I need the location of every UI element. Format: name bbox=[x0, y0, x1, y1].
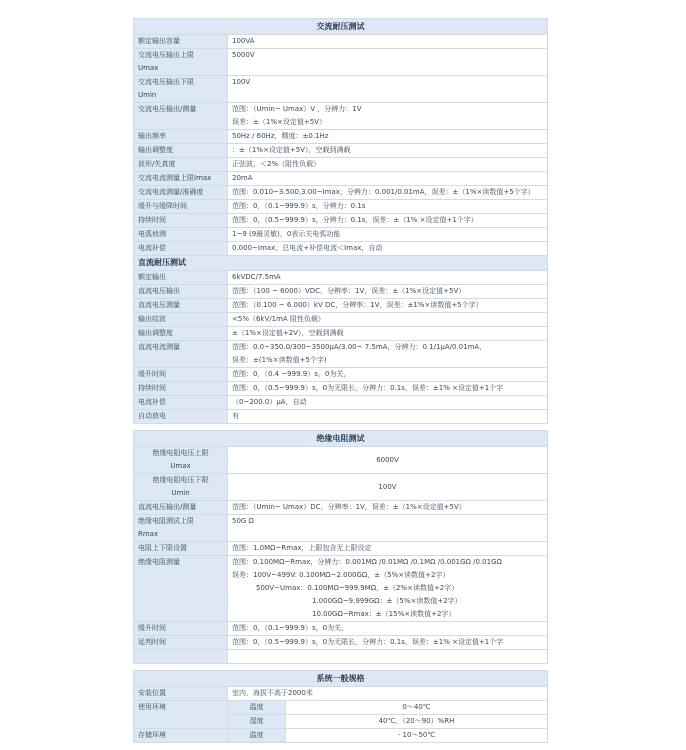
dc-title: 直流耐压测试 bbox=[134, 256, 548, 271]
dc-row bbox=[134, 368, 548, 382]
env-hum-value: 40℃，（20～90）%RH bbox=[286, 715, 548, 729]
dc-row-value bbox=[228, 396, 548, 410]
ir-umax-label: 绝缘电阻电压上限 Umax bbox=[134, 447, 228, 474]
spec-table bbox=[133, 18, 548, 743]
ac-row-value bbox=[228, 158, 548, 172]
ac-row bbox=[134, 35, 548, 49]
dc-row-value bbox=[228, 368, 548, 382]
ac-row-value bbox=[228, 35, 548, 49]
ac-row-value-line: 范围：（Umin~ Umax）V ，分辨力：1V bbox=[232, 105, 362, 113]
ac-row-value bbox=[228, 242, 548, 256]
ac-row-value-line: 0.000~Imax，总电流+补偿电流＜Imax，自动 bbox=[232, 244, 383, 252]
ac-row-value-line: 5000V bbox=[232, 51, 255, 59]
ac-row bbox=[134, 214, 548, 228]
env-hum-label: 湿度 bbox=[228, 715, 286, 729]
env-temp-label: 温度 bbox=[228, 701, 286, 715]
ir-section bbox=[134, 424, 548, 664]
dc-row bbox=[134, 299, 548, 313]
ac-row-label: 持续时间 bbox=[134, 214, 228, 228]
ac-row-value bbox=[228, 228, 548, 242]
storage-temp-value: - 10～50℃ bbox=[286, 729, 548, 743]
dc-row bbox=[134, 327, 548, 341]
ac-row-label: 电弧侦测 bbox=[134, 228, 228, 242]
dc-row-value-line: 范围：0，（0.4 ~999.9）s，0为关， bbox=[232, 370, 351, 378]
ir-umin-label: 绝缘电阻电压下限 Umin bbox=[134, 474, 228, 501]
ir-measure-line: 500V~Umax：0.100MΩ~999.9MΩ，±（2%×读数值+2字） bbox=[256, 584, 459, 592]
dc-row-value-line: 6kVDC/7.5mA bbox=[232, 273, 281, 281]
ac-row-value-line: 正弦波，＜2%（阻性负载） bbox=[232, 160, 321, 168]
ac-row bbox=[134, 158, 548, 172]
dc-row-value-line: <5%（6kV/1mA 阻性负载） bbox=[232, 315, 325, 323]
dc-row-value bbox=[228, 271, 548, 285]
dc-row-value bbox=[228, 410, 548, 424]
ir-delay-value: 范围：0，（0.5~999.9）s，0为无限长，分辨力：0.1s，误差：±1% ×设定值+1个字 bbox=[228, 636, 548, 650]
dc-row-value-line: 有 bbox=[232, 412, 239, 420]
ac-row bbox=[134, 49, 548, 76]
ir-measure-value bbox=[228, 556, 548, 622]
ir-dc-output-label: 直流电压输出/测量 bbox=[134, 501, 228, 515]
ac-row-value-line: ：±（1%×设定值+5V），空载到满载 bbox=[232, 146, 351, 154]
ac-row-label: 波形/失真度 bbox=[134, 158, 228, 172]
dc-row-label: 输出调整度 bbox=[134, 327, 228, 341]
dc-row-label: 电流补偿 bbox=[134, 396, 228, 410]
ac-row-label: 交流电压输出/测量 bbox=[134, 103, 228, 130]
ac-section bbox=[134, 19, 548, 256]
dc-row bbox=[134, 341, 548, 368]
ac-row-label: 额定输出容量 bbox=[134, 35, 228, 49]
ir-rmax-value: 50G Ω bbox=[228, 515, 548, 542]
ac-row bbox=[134, 103, 548, 130]
spec-sheet bbox=[133, 18, 548, 743]
ac-row bbox=[134, 200, 548, 214]
dc-row-label: 缓升时间 bbox=[134, 368, 228, 382]
env-label: 使用环境 bbox=[134, 701, 228, 729]
ac-row-value bbox=[228, 49, 548, 76]
ac-row-label: 电流补偿 bbox=[134, 242, 228, 256]
ir-delay-label: 延判时间 bbox=[134, 636, 228, 650]
ir-measure-line: 误差：100V~499V: 0.100MΩ~2.000GΩ，±（5%×读数值+2字） bbox=[232, 571, 450, 579]
ac-row bbox=[134, 76, 548, 103]
ac-row-label: 交流电流测量上限Imax bbox=[134, 172, 228, 186]
dc-row-value bbox=[228, 299, 548, 313]
dc-row bbox=[134, 396, 548, 410]
dc-row-value-line: 范围：0，（0.5~999.9）s，0为无限长，分辨力：0.1s，误差：±1% ×设定值+1个字 bbox=[232, 384, 504, 392]
ac-row-value-line: 误差：±（1%×设定值+5V） bbox=[232, 118, 326, 126]
ir-umin-value: 100V bbox=[228, 474, 548, 501]
storage-temp-label: 温度 bbox=[228, 729, 286, 743]
ir-title: 绝缘电阻测试 bbox=[134, 431, 548, 447]
dc-row-value bbox=[228, 313, 548, 327]
ac-row-label: 输出频率 bbox=[134, 130, 228, 144]
ac-row-value bbox=[228, 214, 548, 228]
dc-row-label: 额定输出 bbox=[134, 271, 228, 285]
ac-row bbox=[134, 172, 548, 186]
dc-row bbox=[134, 410, 548, 424]
storage-label: 存储环境 bbox=[134, 729, 228, 743]
ac-row-value-line: 范围：0.010~3.500,3.00~Imax，分辨力：0.001/0.01mA，误差：±（1%×读数值+5个字） bbox=[232, 188, 535, 196]
ac-row-value bbox=[228, 130, 548, 144]
ac-row-label: 交流电流测量/准确度 bbox=[134, 186, 228, 200]
ac-row-label: 输出调整度 bbox=[134, 144, 228, 158]
ir-rmax-label: 绝缘电阻测试上限 Rmax bbox=[134, 515, 228, 542]
ir-measure-line: 10.00GΩ~Rmax：±（15%×读数值+2字） bbox=[312, 610, 456, 618]
ir-dc-output-value: 范围：（Umin~ Umax）DC，分辨率：1V，误差：±（1%×设定值+5V） bbox=[228, 501, 548, 515]
ac-row-value bbox=[228, 172, 548, 186]
ac-row bbox=[134, 144, 548, 158]
ir-ramp-label: 缓升时间 bbox=[134, 622, 228, 636]
install-value: 室内，海拔不高于2000米 bbox=[228, 687, 548, 701]
ir-measure-line: 1.000GΩ~9.999GΩ：±（5%×读数值+2字） bbox=[312, 597, 462, 605]
dc-row-label: 直流电流测量 bbox=[134, 341, 228, 368]
dc-row-value-line: 范围：（100 ~ 6000）VDC，分辨率：1V，误差：±（1%×设定值+5V） bbox=[232, 287, 466, 295]
ir-measure-line: 范围：0.100MΩ~Rmax，分辨力：0.001MΩ /0.01MΩ /0.1MΩ /0.001GΩ /0.01GΩ bbox=[232, 558, 502, 566]
ir-ramp-value: 范围：0，（0.1~999.9）s，0为关， bbox=[228, 622, 548, 636]
ir-limit-value: 范围：1.0MΩ~Rmax，上限包含无上限设定 bbox=[228, 542, 548, 556]
ac-row-label: 交流电压输出上限 Umax bbox=[134, 49, 228, 76]
env-temp-value: 0～40℃ bbox=[286, 701, 548, 715]
ac-row-value-line: 1~9 (9最灵敏)，0表示关电弧功能 bbox=[232, 230, 341, 238]
dc-row-label: 自动放电 bbox=[134, 410, 228, 424]
sys-section bbox=[134, 664, 548, 743]
ir-umax-value: 6000V bbox=[228, 447, 548, 474]
sys-title: 系统一般规格 bbox=[134, 671, 548, 687]
ac-row-value bbox=[228, 186, 548, 200]
ir-limit-label: 电阻上下限设置 bbox=[134, 542, 228, 556]
ac-row-value bbox=[228, 144, 548, 158]
ac-row-label: 缓升与缓降时间 bbox=[134, 200, 228, 214]
dc-row-label: 直流电压输出 bbox=[134, 285, 228, 299]
dc-row bbox=[134, 382, 548, 396]
dc-row bbox=[134, 285, 548, 299]
ac-row-value bbox=[228, 200, 548, 214]
dc-row-value-line: ±（1%×设定值+2V），空载到满载 bbox=[232, 329, 344, 337]
dc-section bbox=[134, 256, 548, 424]
install-label: 安装位置 bbox=[134, 687, 228, 701]
ac-row-value-line: 范围：0，（0.1~999.9）s，分辨力：0.1s bbox=[232, 202, 366, 210]
dc-row-value-line: 范围：（0.100 ~ 6.000）kV DC，分辨率：1V，误差：±1%×读数值+5个字） bbox=[232, 301, 483, 309]
dc-row-label: 持续时间 bbox=[134, 382, 228, 396]
ac-row bbox=[134, 130, 548, 144]
ac-row-value-line: 20mA bbox=[232, 174, 253, 182]
ac-row-value-line: 范围：0，（0.5~999.9）s，分辨力：0.1s，误差：±（1% ×设定值+1个字） bbox=[232, 216, 478, 224]
dc-row-value bbox=[228, 327, 548, 341]
ac-row-value bbox=[228, 76, 548, 103]
dc-row bbox=[134, 313, 548, 327]
ir-measure-label: 绝缘电阻测量 bbox=[134, 556, 228, 622]
dc-row-value-line: （0~200.0）μA，自动 bbox=[232, 398, 307, 406]
ac-row-value-line: 100V bbox=[232, 78, 251, 86]
ac-title: 交流耐压测试 bbox=[134, 19, 548, 35]
ac-row-label: 交流电压输出下限 Umin bbox=[134, 76, 228, 103]
dc-row-value bbox=[228, 382, 548, 396]
ac-row bbox=[134, 242, 548, 256]
dc-row-value bbox=[228, 285, 548, 299]
dc-row-value bbox=[228, 341, 548, 368]
ac-row bbox=[134, 228, 548, 242]
dc-row-value-line: 范围：0.0~350.0/300~3500μA/3.00~ 7.5mA，分辨力：0.1/1μA/0.01mA， bbox=[232, 343, 487, 351]
dc-row bbox=[134, 271, 548, 285]
ac-row bbox=[134, 186, 548, 200]
ac-row-value-line: 50Hz / 60Hz，精度：±0.1Hz bbox=[232, 132, 329, 140]
ac-row-value bbox=[228, 103, 548, 130]
dc-row-value-line: 误差：±(1%×读数值+5个字) bbox=[232, 356, 327, 364]
ac-row-value-line: 100VA bbox=[232, 37, 255, 45]
dc-row-label: 直流电压测量 bbox=[134, 299, 228, 313]
dc-row-label: 输出纹波 bbox=[134, 313, 228, 327]
